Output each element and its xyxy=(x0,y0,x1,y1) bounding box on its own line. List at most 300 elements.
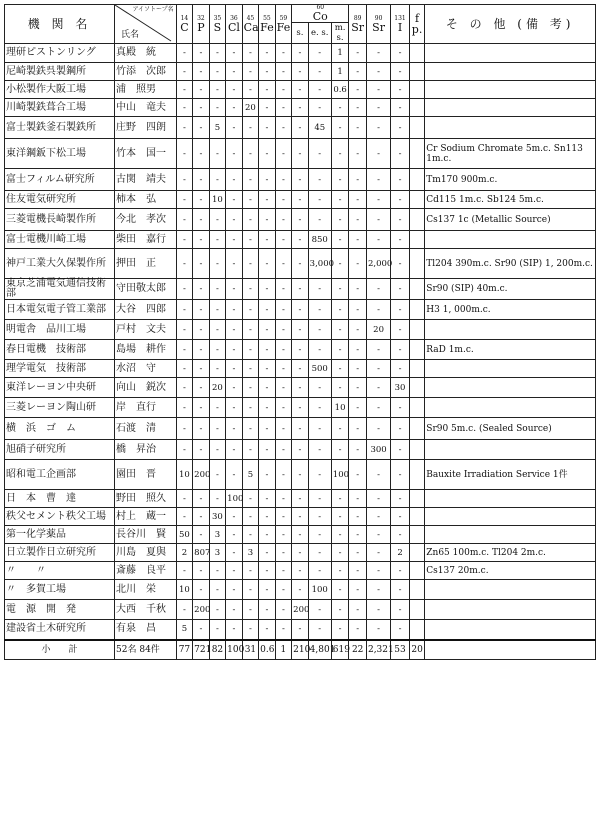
remarks-cell xyxy=(425,526,596,544)
quantity-cell: - xyxy=(308,209,331,231)
quantity-cell: - xyxy=(366,231,390,249)
quantity-cell: - xyxy=(349,81,367,99)
quantity-cell: - xyxy=(259,620,276,640)
isotope-usage-table xyxy=(4,4,596,660)
table-row xyxy=(5,440,596,460)
quantity-cell: - xyxy=(259,99,276,117)
quantity-cell: - xyxy=(193,63,210,81)
remarks-cell xyxy=(425,117,596,139)
total-cell: 77 xyxy=(176,640,193,660)
quantity-cell: - xyxy=(366,169,390,191)
remarks-cell: Bauxite Irradiation Service 1件 xyxy=(425,460,596,490)
isotope-header-ca45: 45 Ca xyxy=(242,5,259,44)
quantity-cell: 10 xyxy=(176,460,193,490)
quantity-cell: - xyxy=(193,580,210,600)
quantity-cell: - xyxy=(349,117,367,139)
quantity-cell: - xyxy=(242,580,259,600)
quantity-cell: - xyxy=(226,562,243,580)
quantity-cell: - xyxy=(176,117,193,139)
quantity-cell: - xyxy=(275,139,292,169)
table-row xyxy=(5,99,596,117)
quantity-cell: - xyxy=(226,360,243,378)
quantity-cell: - xyxy=(331,580,349,600)
quantity-cell: 100 xyxy=(308,580,331,600)
quantity-cell: - xyxy=(292,460,309,490)
quantity-cell: - xyxy=(176,44,193,63)
quantity-cell: - xyxy=(259,600,276,620)
person-name: 橋 昇治 xyxy=(115,440,177,460)
remarks-cell xyxy=(425,508,596,526)
quantity-cell: - xyxy=(292,169,309,191)
quantity-cell: - xyxy=(331,526,349,544)
quantity-cell: - xyxy=(308,378,331,398)
quantity-cell: - xyxy=(226,378,243,398)
quantity-cell: - xyxy=(209,320,226,340)
total-cell: 721 xyxy=(193,640,210,660)
person-name: 庄野 四朗 xyxy=(115,117,177,139)
quantity-cell: - xyxy=(292,580,309,600)
quantity-cell: - xyxy=(308,279,331,300)
name-isotope-header xyxy=(115,5,177,44)
quantity-cell xyxy=(409,378,424,398)
quantity-cell xyxy=(409,117,424,139)
quantity-cell: - xyxy=(366,600,390,620)
person-name: 長谷川 賢 xyxy=(115,526,177,544)
total-cell: 22 xyxy=(349,640,367,660)
quantity-cell: - xyxy=(242,440,259,460)
quantity-cell: 10 xyxy=(331,398,349,418)
quantity-cell: - xyxy=(242,526,259,544)
quantity-cell: - xyxy=(209,620,226,640)
institution-header: 機 関 名 xyxy=(5,5,115,44)
person-name: 水沼 守 xyxy=(115,360,177,378)
quantity-cell: - xyxy=(176,231,193,249)
quantity-cell: - xyxy=(226,139,243,169)
quantity-cell: - xyxy=(242,81,259,99)
quantity-cell: - xyxy=(331,378,349,398)
quantity-cell: - xyxy=(292,99,309,117)
quantity-cell: - xyxy=(275,378,292,398)
quantity-cell: - xyxy=(331,340,349,360)
quantity-cell xyxy=(409,209,424,231)
total-cell: 20 xyxy=(409,640,424,660)
quantity-cell: - xyxy=(349,580,367,600)
person-name: 古関 靖夫 xyxy=(115,169,177,191)
quantity-cell: - xyxy=(366,544,390,562)
isotope-header-p32: 32 P xyxy=(193,5,210,44)
quantity-cell: - xyxy=(193,117,210,139)
institution-name: 三菱レーヨン陶山研 xyxy=(5,398,115,418)
remarks-cell: Tm170 900m.c. xyxy=(425,169,596,191)
quantity-cell: - xyxy=(226,600,243,620)
quantity-cell: - xyxy=(331,117,349,139)
quantity-cell: - xyxy=(366,562,390,580)
person-name: 野田 照久 xyxy=(115,490,177,508)
remarks-cell xyxy=(425,63,596,81)
quantity-cell: - xyxy=(176,378,193,398)
quantity-cell: - xyxy=(193,209,210,231)
person-name: 向山 鋭次 xyxy=(115,378,177,398)
quantity-cell: - xyxy=(275,169,292,191)
person-name: 島場 耕作 xyxy=(115,340,177,360)
quantity-cell: - xyxy=(308,340,331,360)
quantity-cell: 3 xyxy=(209,544,226,562)
quantity-cell: - xyxy=(292,378,309,398)
quantity-cell: - xyxy=(176,562,193,580)
remarks-cell: Sr90 (SIP) 40m.c. xyxy=(425,279,596,300)
quantity-cell: - xyxy=(331,562,349,580)
institution-name: 電 源 開 発 xyxy=(5,600,115,620)
isotope-header-s35: 35 S xyxy=(209,5,226,44)
quantity-cell: - xyxy=(275,209,292,231)
quantity-cell: - xyxy=(391,300,410,320)
quantity-cell: - xyxy=(391,99,410,117)
quantity-cell xyxy=(409,320,424,340)
quantity-cell: - xyxy=(292,508,309,526)
quantity-cell: - xyxy=(349,460,367,490)
quantity-cell: - xyxy=(349,562,367,580)
quantity-cell: - xyxy=(331,300,349,320)
quantity-cell: - xyxy=(193,378,210,398)
quantity-cell: - xyxy=(331,360,349,378)
quantity-cell: - xyxy=(331,490,349,508)
quantity-cell: - xyxy=(391,418,410,440)
quantity-cell: - xyxy=(242,320,259,340)
quantity-cell: - xyxy=(331,279,349,300)
quantity-cell: - xyxy=(292,81,309,99)
quantity-cell: - xyxy=(349,44,367,63)
quantity-cell: - xyxy=(308,440,331,460)
quantity-cell: - xyxy=(366,209,390,231)
person-name: 真殿 統 xyxy=(115,44,177,63)
remarks-cell xyxy=(425,44,596,63)
remarks-cell: RaD 1m.c. xyxy=(425,340,596,360)
table-row xyxy=(5,209,596,231)
quantity-cell: - xyxy=(349,191,367,209)
table-row xyxy=(5,81,596,99)
quantity-cell xyxy=(409,460,424,490)
quantity-cell: - xyxy=(242,620,259,640)
quantity-cell: - xyxy=(349,139,367,169)
quantity-cell: - xyxy=(308,620,331,640)
remarks-cell: Zn65 100m.c. Tl204 2m.c. xyxy=(425,544,596,562)
quantity-cell: - xyxy=(176,209,193,231)
table-row xyxy=(5,279,596,300)
quantity-cell: - xyxy=(292,490,309,508)
remarks-cell xyxy=(425,360,596,378)
remarks-cell xyxy=(425,231,596,249)
quantity-cell xyxy=(409,580,424,600)
quantity-cell: - xyxy=(308,562,331,580)
quantity-cell: - xyxy=(259,378,276,398)
quantity-cell: - xyxy=(292,398,309,418)
quantity-cell: 1 xyxy=(331,63,349,81)
institution-name: 〃 多賀工場 xyxy=(5,580,115,600)
quantity-cell xyxy=(409,418,424,440)
quantity-cell: - xyxy=(259,580,276,600)
remarks-cell: Cs137 20m.c. xyxy=(425,562,596,580)
quantity-cell: - xyxy=(391,209,410,231)
quantity-cell: - xyxy=(242,139,259,169)
remarks-cell xyxy=(425,99,596,117)
quantity-cell: - xyxy=(176,600,193,620)
table-row xyxy=(5,398,596,418)
total-cell: 100 xyxy=(226,640,243,660)
quantity-cell: - xyxy=(193,279,210,300)
quantity-cell: - xyxy=(366,300,390,320)
person-name: 中山 竜夫 xyxy=(115,99,177,117)
quantity-cell: - xyxy=(308,398,331,418)
person-name: 柿本 弘 xyxy=(115,191,177,209)
quantity-cell: - xyxy=(292,360,309,378)
quantity-cell: - xyxy=(242,209,259,231)
quantity-cell: - xyxy=(242,300,259,320)
quantity-cell: - xyxy=(226,191,243,209)
institution-name: 横 浜 ゴ ム xyxy=(5,418,115,440)
co-sub-header-s: s. xyxy=(292,23,309,44)
quantity-cell: 30 xyxy=(209,508,226,526)
quantity-cell: - xyxy=(349,300,367,320)
table-row xyxy=(5,378,596,398)
quantity-cell xyxy=(409,360,424,378)
quantity-cell: - xyxy=(193,300,210,320)
person-name: 斎藤 良平 xyxy=(115,562,177,580)
quantity-cell: - xyxy=(391,169,410,191)
isotope-header-c14: 14 C xyxy=(176,5,193,44)
quantity-cell: - xyxy=(209,562,226,580)
quantity-cell: - xyxy=(308,544,331,562)
quantity-cell: 200 xyxy=(292,600,309,620)
quantity-cell: - xyxy=(242,44,259,63)
quantity-cell: - xyxy=(308,81,331,99)
isotope-header-fe59: 59 Fe xyxy=(275,5,292,44)
quantity-cell: 850 xyxy=(308,231,331,249)
table-row xyxy=(5,526,596,544)
quantity-cell: - xyxy=(209,44,226,63)
quantity-cell: - xyxy=(209,398,226,418)
institution-name: 富士フィルム研究所 xyxy=(5,169,115,191)
quantity-cell: 3,000 xyxy=(308,249,331,279)
quantity-cell: - xyxy=(259,44,276,63)
quantity-cell: - xyxy=(349,526,367,544)
quantity-cell: - xyxy=(292,620,309,640)
person-name: 大谷 四郎 xyxy=(115,300,177,320)
quantity-cell: - xyxy=(226,398,243,418)
quantity-cell: - xyxy=(331,320,349,340)
quantity-cell: - xyxy=(308,490,331,508)
quantity-cell: - xyxy=(366,460,390,490)
quantity-cell: - xyxy=(366,580,390,600)
quantity-cell: - xyxy=(209,231,226,249)
quantity-cell: - xyxy=(226,544,243,562)
institution-name: 神戸工業大久保製作所 xyxy=(5,249,115,279)
institution-name: 建設省土木研究所 xyxy=(5,620,115,640)
quantity-cell xyxy=(409,279,424,300)
quantity-cell: - xyxy=(366,279,390,300)
quantity-cell: - xyxy=(226,508,243,526)
table-row xyxy=(5,490,596,508)
quantity-cell: - xyxy=(292,44,309,63)
remarks-cell xyxy=(425,81,596,99)
quantity-cell: - xyxy=(292,320,309,340)
remarks-cell: Cs137 1c (Metallic Source) xyxy=(425,209,596,231)
quantity-cell: - xyxy=(176,169,193,191)
quantity-cell: - xyxy=(242,508,259,526)
person-name: 園田 晋 xyxy=(115,460,177,490)
table-row xyxy=(5,44,596,63)
quantity-cell: - xyxy=(226,44,243,63)
notes-header: そ の 他 (備 考) xyxy=(425,5,596,44)
quantity-cell: - xyxy=(259,440,276,460)
quantity-cell: - xyxy=(259,398,276,418)
quantity-cell: - xyxy=(275,191,292,209)
quantity-cell: - xyxy=(209,360,226,378)
quantity-cell: - xyxy=(275,320,292,340)
quantity-cell: - xyxy=(391,600,410,620)
quantity-cell: - xyxy=(391,580,410,600)
quantity-cell: - xyxy=(193,620,210,640)
quantity-cell: - xyxy=(391,360,410,378)
quantity-cell xyxy=(409,508,424,526)
quantity-cell: - xyxy=(209,169,226,191)
quantity-cell: - xyxy=(308,99,331,117)
quantity-cell: - xyxy=(242,169,259,191)
institution-name: 理研ピストンリング xyxy=(5,44,115,63)
quantity-cell xyxy=(409,139,424,169)
quantity-cell: - xyxy=(391,490,410,508)
quantity-cell: - xyxy=(209,279,226,300)
co-sub-header-es: e. s. xyxy=(308,23,331,44)
quantity-cell: - xyxy=(349,320,367,340)
institution-name: 秩父セメント秩父工場 xyxy=(5,508,115,526)
table-row xyxy=(5,460,596,490)
quantity-cell: 50 xyxy=(176,526,193,544)
quantity-cell: - xyxy=(226,440,243,460)
quantity-cell: - xyxy=(259,526,276,544)
table-row xyxy=(5,620,596,640)
total-cell: 53 xyxy=(391,640,410,660)
quantity-cell: 5 xyxy=(209,117,226,139)
table-row xyxy=(5,169,596,191)
remarks-cell: Cd115 1m.c. Sb124 5m.c. xyxy=(425,191,596,209)
quantity-cell: - xyxy=(308,139,331,169)
table-row xyxy=(5,231,596,249)
quantity-cell: 807 xyxy=(193,544,210,562)
quantity-cell: - xyxy=(193,231,210,249)
quantity-cell: - xyxy=(366,360,390,378)
table-row xyxy=(5,300,596,320)
quantity-cell: - xyxy=(193,418,210,440)
quantity-cell: - xyxy=(259,460,276,490)
person-name: 有泉 昌 xyxy=(115,620,177,640)
quantity-cell: - xyxy=(209,63,226,81)
quantity-cell: - xyxy=(226,580,243,600)
quantity-cell: - xyxy=(209,209,226,231)
quantity-cell: - xyxy=(308,63,331,81)
quantity-cell: - xyxy=(308,44,331,63)
quantity-cell: - xyxy=(209,139,226,169)
quantity-cell: - xyxy=(331,249,349,279)
quantity-cell: - xyxy=(176,99,193,117)
quantity-cell: - xyxy=(391,191,410,209)
quantity-cell: - xyxy=(292,544,309,562)
quantity-cell: - xyxy=(193,526,210,544)
quantity-cell: - xyxy=(275,398,292,418)
quantity-cell: - xyxy=(275,544,292,562)
quantity-cell: - xyxy=(366,398,390,418)
quantity-cell: - xyxy=(292,231,309,249)
quantity-cell: - xyxy=(193,169,210,191)
quantity-cell: - xyxy=(292,418,309,440)
quantity-cell xyxy=(409,44,424,63)
quantity-cell: - xyxy=(391,139,410,169)
quantity-cell: - xyxy=(331,544,349,562)
quantity-cell: - xyxy=(391,117,410,139)
quantity-cell: - xyxy=(176,191,193,209)
quantity-cell: - xyxy=(275,117,292,139)
person-name: 村上 蔵一 xyxy=(115,508,177,526)
table-row xyxy=(5,320,596,340)
quantity-cell: - xyxy=(193,44,210,63)
institution-name: 富士製鉄釜石製鉄所 xyxy=(5,117,115,139)
institution-name: 日 本 曹 達 xyxy=(5,490,115,508)
quantity-cell: - xyxy=(275,99,292,117)
quantity-cell xyxy=(409,526,424,544)
quantity-cell: - xyxy=(366,117,390,139)
table-row xyxy=(5,191,596,209)
quantity-cell: - xyxy=(193,508,210,526)
quantity-cell: - xyxy=(176,320,193,340)
quantity-cell: - xyxy=(275,508,292,526)
quantity-cell: - xyxy=(292,340,309,360)
quantity-cell: - xyxy=(366,620,390,640)
quantity-cell: - xyxy=(366,63,390,81)
quantity-cell: - xyxy=(331,600,349,620)
quantity-cell: - xyxy=(242,562,259,580)
person-name: 川島 夏與 xyxy=(115,544,177,562)
quantity-cell: - xyxy=(275,490,292,508)
table-row xyxy=(5,418,596,440)
quantity-cell: 10 xyxy=(176,580,193,600)
quantity-cell: - xyxy=(331,508,349,526)
institution-name: 理学電気 技術部 xyxy=(5,360,115,378)
table-row xyxy=(5,580,596,600)
quantity-cell: - xyxy=(226,209,243,231)
quantity-cell: - xyxy=(349,249,367,279)
total-cell: 0.6 xyxy=(259,640,276,660)
quantity-cell: - xyxy=(209,490,226,508)
quantity-cell: - xyxy=(366,44,390,63)
quantity-cell xyxy=(409,600,424,620)
quantity-cell: - xyxy=(226,249,243,279)
total-label: 小 計 xyxy=(5,640,115,660)
person-name: 柴田 嘉行 xyxy=(115,231,177,249)
quantity-cell: 0.6 xyxy=(331,81,349,99)
quantity-cell: - xyxy=(308,169,331,191)
quantity-cell: 500 xyxy=(308,360,331,378)
person-name: 竹添 次郎 xyxy=(115,63,177,81)
quantity-cell: 100 xyxy=(226,490,243,508)
quantity-cell: - xyxy=(349,418,367,440)
quantity-cell: - xyxy=(391,526,410,544)
quantity-cell: - xyxy=(391,508,410,526)
quantity-cell: - xyxy=(226,169,243,191)
quantity-cell: - xyxy=(366,340,390,360)
quantity-cell xyxy=(409,398,424,418)
quantity-cell: - xyxy=(259,418,276,440)
isotope-header-sr90: 90 Sr xyxy=(366,5,390,44)
quantity-cell: - xyxy=(391,249,410,279)
